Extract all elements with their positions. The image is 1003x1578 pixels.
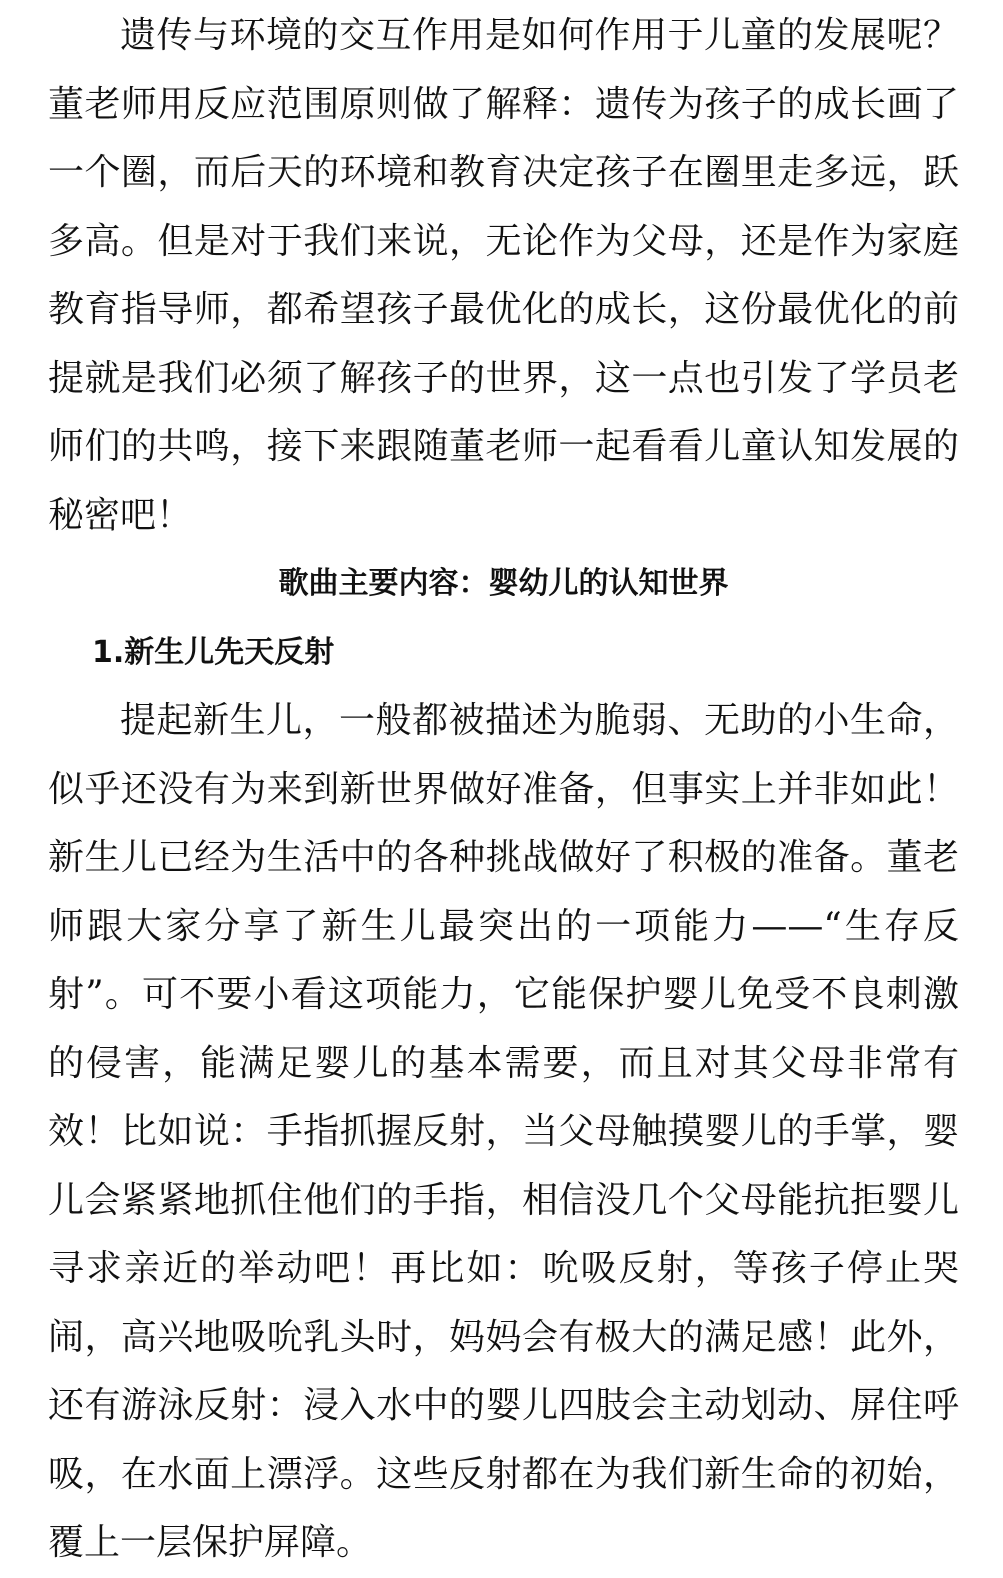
body-paragraph: 提起新生儿，一般都被描述为脆弱、无助的小生命，似乎还没有为来到新世界做好准备，但事实上并非如此！新生儿已经为生活中的各种挑战做好了积极的准备。董老师跟大家分享了新生儿最突出的一项能力——“生存反射”。可不要小看这项能力，它能保护婴儿免受不良刺激的侵害，能满足婴儿的基本需要，而且对其父母非常有效！比如说：手指抓握反射，当父母触摸婴儿的手掌，婴儿会紧紧地抓住他们的手指，相信没几个父母能抗拒婴儿寻求亲近的举动吧！再比如：吮吸反射，等孩子停止哭闹，高兴地吸吮乳头时，妈妈会有极大的满足感！此外，还有游泳反射：浸入水中的婴儿四肢会主动划动、屏住呼吸，在水面上漂浮。这些反射都在为我们新生命的初始，覆上一层保护屏障。 bbox=[48, 700, 959, 1563]
intro-paragraph: 遗传与环境的交互作用是如何作用于儿童的发展呢？董老师用反应范围原则做了解释：遗传为孩子的成长画了一个圈，而后天的环境和教育决定孩子在圈里走多远，跃多高。但是对于我们来说，无论作为父母，还是作为家庭教育指导师，都希望孩子最优化的成长，这份最优化的前提就是我们必须了解孩子的世界，这一点也引发了学员老师们的共鸣，接下来跟随董老师一起看看儿童认知发展的秘密吧！ bbox=[48, 15, 959, 536]
section-heading: 歌曲主要内容：婴幼儿的认知世界 bbox=[278, 566, 729, 601]
subsection-heading: 1.新生儿先天反射 bbox=[92, 634, 335, 670]
